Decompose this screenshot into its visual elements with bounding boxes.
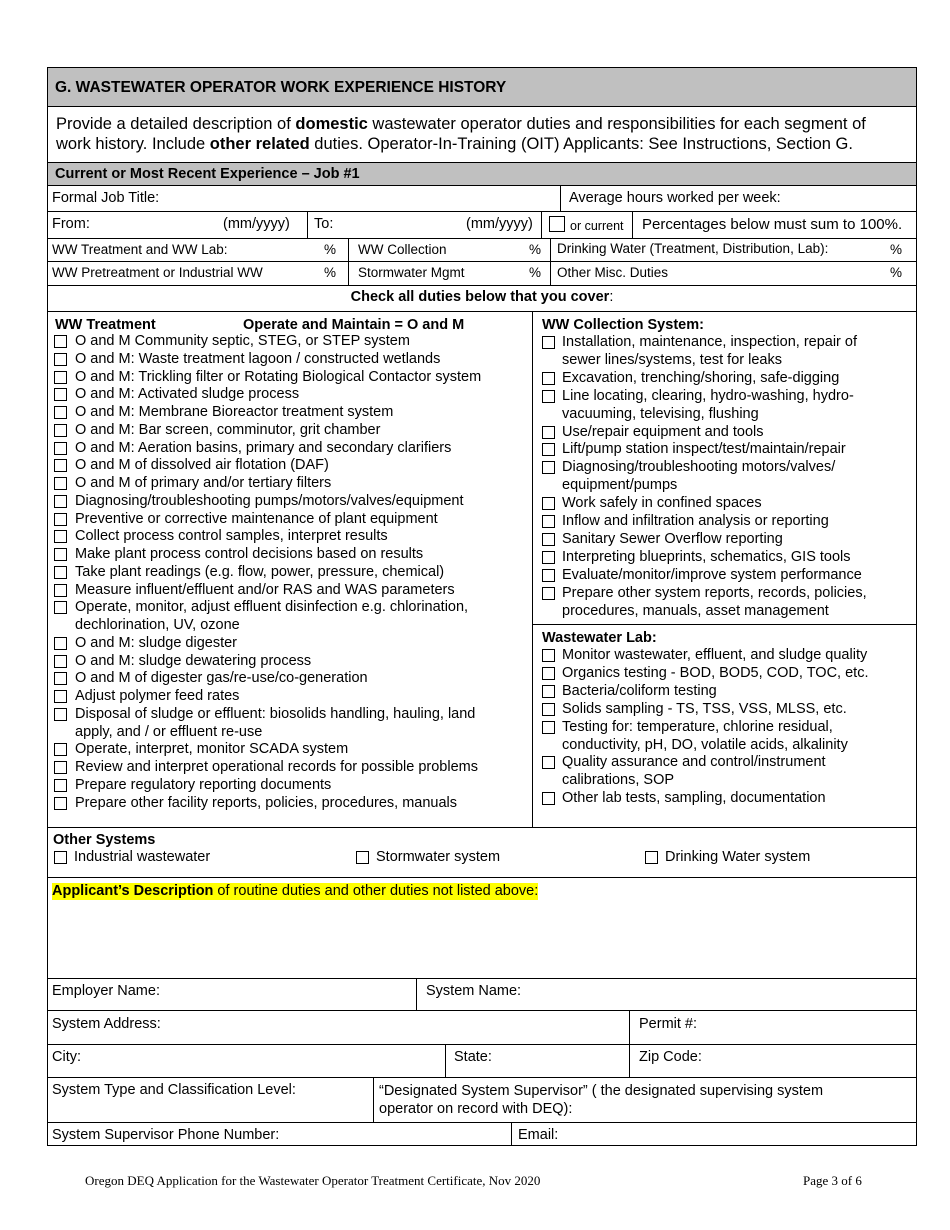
footer-page-number: Page 3 of 6: [803, 1173, 862, 1188]
lab-duty-label: Quality assurance and control/instrument: [562, 754, 826, 771]
or-current-label: or current: [570, 219, 624, 233]
treatment-duty-label: Prepare regulatory reporting documents: [75, 776, 332, 793]
treatment-duty-checkbox[interactable]: [54, 779, 67, 792]
system-address-label: System Address:: [52, 1016, 161, 1032]
job-header: Current or Most Recent Experience – Job #1: [55, 166, 360, 182]
supervisor-phone-label: System Supervisor Phone Number:: [52, 1127, 280, 1143]
treatment-duty-checkbox[interactable]: [54, 513, 67, 526]
treatment-duty-checkbox[interactable]: [54, 761, 67, 774]
treatment-duty-checkbox[interactable]: [54, 495, 67, 508]
collection-duty-label: Line locating, clearing, hydro-washing, hydro-: [562, 387, 854, 404]
lab-duty-label: Monitor wastewater, effluent, and sludge quality: [562, 647, 868, 663]
ww-treatment-subtitle: Operate and Maintain = O and M: [243, 317, 465, 333]
treatment-duty-checkbox[interactable]: [54, 672, 67, 685]
industrial-wastewater-checkbox[interactable]: [54, 851, 67, 864]
treatment-duty-label: O and M: Bar screen, comminutor, grit chamber: [75, 421, 381, 438]
ww-collection-title: WW Collection System:: [542, 317, 704, 333]
collection-duty-checkbox[interactable]: [542, 390, 555, 403]
pct-other-misc-label: Other Misc. Duties: [557, 265, 669, 280]
lab-duty-label-continued: conductivity, pH, DO, volatile acids, alkalinity: [562, 736, 848, 753]
collection-duty-checkbox[interactable]: [542, 497, 555, 510]
collection-duty-checkbox[interactable]: [542, 426, 555, 439]
collection-duty-label-continued: vacuuming, televising, flushing: [562, 405, 759, 422]
collection-duty-checkbox[interactable]: [542, 461, 555, 474]
email-label: Email:: [518, 1127, 559, 1143]
check-all-instruction: Check all duties below that you cover:: [350, 289, 614, 305]
formal-job-title-label: Formal Job Title:: [52, 190, 160, 206]
lab-duty-label-continued: calibrations, SOP: [562, 772, 675, 789]
industrial-wastewater-label: Industrial wastewater: [74, 849, 211, 865]
pct-drinking-water-label: Drinking Water (Treatment, Distribution, Lab):: [557, 241, 829, 256]
collection-duty-label: Prepare other system reports, records, policies,: [562, 584, 867, 601]
treatment-duty-label: Prepare other facility reports, policies, procedures, manuals: [75, 794, 458, 811]
system-type-label: System Type and Classification Level:: [52, 1082, 296, 1098]
treatment-duty-checkbox[interactable]: [54, 601, 67, 614]
treatment-duty-checkbox[interactable]: [54, 477, 67, 490]
treatment-duty-label: O and M: Trickling filter or Rotating Biological Contactor system: [75, 368, 482, 385]
treatment-duty-label: Adjust polymer feed rates: [75, 688, 240, 704]
pct-pretreatment-label: WW Pretreatment or Industrial WW: [52, 265, 263, 280]
pct-symbol: %: [890, 242, 903, 257]
permit-label: Permit #:: [639, 1016, 698, 1032]
lab-duty-checkbox[interactable]: [542, 756, 555, 769]
treatment-duty-label-continued: dechlorination, UV, ozone: [75, 617, 240, 633]
pct-ww-collection-label: WW Collection: [358, 242, 447, 257]
treatment-duty-checkbox[interactable]: [54, 459, 67, 472]
applicant-description-label: Applicant’s Description of routine duties and other duties not listed above:: [52, 883, 539, 899]
pct-symbol: %: [890, 265, 903, 280]
lab-duty-checkbox[interactable]: [542, 667, 555, 680]
lab-duty-checkbox[interactable]: [542, 792, 555, 805]
treatment-duty-label-continued: apply, and / or effluent re-use: [75, 723, 263, 740]
treatment-duty-checkbox[interactable]: [54, 353, 67, 366]
treatment-duty-label: Collect process control samples, interpret results: [75, 528, 388, 545]
lab-duty-checkbox[interactable]: [542, 649, 555, 662]
treatment-duty-label: O and M: sludge dewatering process: [75, 652, 312, 669]
lab-duty-checkbox[interactable]: [542, 703, 555, 716]
lab-duty-checkbox[interactable]: [542, 721, 555, 734]
collection-duty-label: Sanitary Sewer Overflow reporting: [562, 530, 783, 547]
treatment-duty-label: Measure influent/effluent and/or RAS and WAS parameters: [75, 581, 455, 598]
treatment-duty-label: Preventive or corrective maintenance of plant equipment: [75, 510, 438, 527]
treatment-duty-checkbox[interactable]: [54, 548, 67, 561]
avg-hours-label: Average hours worked per week:: [569, 190, 781, 206]
ww-treatment-title: WW Treatment: [55, 317, 156, 333]
treatment-duty-label: Diagnosing/troubleshooting pumps/motors/valves/equipment: [75, 492, 464, 509]
collection-duty-checkbox[interactable]: [542, 443, 555, 456]
collection-duty-label: Interpreting blueprints, schematics, GIS tools: [562, 548, 851, 565]
current-job-checkbox[interactable]: [549, 216, 565, 232]
treatment-duty-label: O and M: sludge digester: [75, 634, 238, 651]
treatment-duty-checkbox[interactable]: [54, 708, 67, 721]
pct-symbol: %: [324, 265, 337, 280]
treatment-duty-label: O and M of primary and/or tertiary filters: [75, 475, 332, 491]
percent-note: Percentages below must sum to 100%.: [642, 216, 903, 233]
treatment-duty-label: O and M Community septic, STEG, or STEP system: [75, 333, 410, 349]
designated-supervisor-label-1: “Designated System Supervisor” ( the designated supervising system: [379, 1083, 824, 1099]
intro-line-1: Provide a detailed description of domestic wastewater operator duties and responsibilities for each segment of: [56, 115, 866, 133]
treatment-duty-checkbox[interactable]: [54, 371, 67, 384]
lab-duty-label: Testing for: temperature, chlorine residual,: [562, 718, 833, 735]
lab-duty-label: Solids sampling - TS, TSS, VSS, MLSS, etc.: [562, 700, 847, 717]
collection-duty-label-continued: equipment/pumps: [562, 477, 678, 494]
state-label: State:: [454, 1049, 492, 1065]
treatment-duty-checkbox[interactable]: [54, 655, 67, 668]
applicant-description-field[interactable]: [48, 903, 916, 978]
treatment-duty-checkbox[interactable]: [54, 530, 67, 543]
treatment-duty-label: Review and interpret operational records for possible problems: [75, 759, 478, 775]
treatment-duty-label: Make plant process control decisions based on results: [75, 546, 424, 562]
drinking-water-system-checkbox[interactable]: [645, 851, 658, 864]
treatment-duty-checkbox[interactable]: [54, 424, 67, 437]
collection-duty-label: Work safely in confined spaces: [562, 495, 762, 512]
to-format: (mm/yyyy): [466, 216, 533, 232]
treatment-duty-label: O and M: Aeration basins, primary and secondary clarifiers: [75, 439, 452, 456]
treatment-duty-checkbox[interactable]: [54, 335, 67, 348]
collection-duty-checkbox[interactable]: [542, 515, 555, 528]
intro-line-2: work history. Include other related duties. Operator-In-Training (OIT) Applicants: See Instructions, Section G.: [56, 135, 853, 153]
lab-duty-label: Other lab tests, sampling, documentation: [562, 790, 826, 807]
treatment-duty-checkbox[interactable]: [54, 566, 67, 579]
other-systems-title: Other Systems: [53, 832, 156, 848]
pct-symbol: %: [324, 242, 337, 257]
work-experience-form: [47, 67, 917, 1146]
footer-document-title: Oregon DEQ Application for the Wastewater Operator Treatment Certificate, Nov 2020: [85, 1173, 541, 1188]
treatment-duty-label: O and M: Waste treatment lagoon / constructed wetlands: [75, 350, 441, 367]
employer-name-label: Employer Name:: [52, 983, 160, 999]
treatment-duty-label: O and M: Activated sludge process: [75, 386, 300, 403]
treatment-duty-label: O and M of dissolved air flotation (DAF): [75, 457, 329, 474]
treatment-duty-label: Take plant readings (e.g. flow, power, pressure, chemical): [75, 563, 445, 580]
collection-duty-checkbox[interactable]: [542, 551, 555, 564]
treatment-duty-checkbox[interactable]: [54, 584, 67, 597]
drinking-water-system-label: Drinking Water system: [665, 849, 811, 865]
stormwater-system-label: Stormwater system: [376, 849, 501, 865]
lab-duty-checkbox[interactable]: [542, 685, 555, 698]
collection-duty-label-continued: procedures, manuals, asset management: [562, 602, 829, 619]
treatment-duty-checkbox[interactable]: [54, 406, 67, 419]
collection-duty-checkbox[interactable]: [542, 569, 555, 582]
treatment-duty-checkbox[interactable]: [54, 388, 67, 401]
collection-duty-checkbox[interactable]: [542, 336, 555, 349]
collection-duty-label: Inflow and infiltration analysis or reporting: [562, 513, 829, 529]
collection-duty-label: Excavation, trenching/shoring, safe-digging: [562, 369, 840, 386]
from-label: From:: [52, 216, 90, 232]
treatment-duty-label: O and M: Membrane Bioreactor treatment system: [75, 404, 394, 420]
collection-duty-checkbox[interactable]: [542, 372, 555, 385]
treatment-duty-checkbox[interactable]: [54, 637, 67, 650]
treatment-duty-label: O and M of digester gas/re-use/co-generation: [75, 670, 368, 687]
collection-duty-label-continued: sewer lines/systems, test for leaks: [562, 351, 782, 368]
pct-stormwater-label: Stormwater Mgmt: [358, 265, 465, 280]
collection-duty-label: Evaluate/monitor/improve system performance: [562, 566, 862, 583]
pct-ww-treatment-label: WW Treatment and WW Lab:: [52, 242, 228, 257]
designated-supervisor-label-2: operator on record with DEQ):: [379, 1101, 573, 1117]
ww-lab-title: Wastewater Lab:: [542, 630, 657, 646]
treatment-duty-label: Operate, interpret, monitor SCADA system: [75, 741, 349, 758]
to-label: To:: [314, 216, 334, 232]
stormwater-system-checkbox[interactable]: [356, 851, 369, 864]
treatment-duty-label: Disposal of sludge or effluent: biosolids handling, hauling, land: [75, 705, 476, 722]
collection-duty-label: Installation, maintenance, inspection, repair of: [562, 334, 858, 350]
lab-duty-label: Bacteria/coliform testing: [562, 682, 717, 699]
section-title: G. WASTEWATER OPERATOR WORK EXPERIENCE HISTORY: [55, 79, 507, 96]
lab-duty-label: Organics testing - BOD, BOD5, COD, TOC, etc.: [562, 664, 869, 681]
collection-duty-label: Lift/pump station inspect/test/maintain/repair: [562, 441, 846, 458]
treatment-duty-checkbox[interactable]: [54, 690, 67, 703]
treatment-duty-checkbox[interactable]: [54, 743, 67, 756]
treatment-duty-label: Operate, monitor, adjust effluent disinfection e.g. chlorination,: [75, 599, 469, 616]
system-name-label: System Name:: [426, 983, 522, 999]
treatment-duty-checkbox[interactable]: [54, 442, 67, 455]
from-format: (mm/yyyy): [223, 216, 290, 232]
pct-symbol: %: [529, 265, 542, 280]
zip-code-label: Zip Code:: [639, 1049, 702, 1065]
city-label: City:: [52, 1049, 81, 1065]
collection-duty-label: Diagnosing/troubleshooting motors/valves/: [562, 459, 836, 476]
treatment-duty-checkbox[interactable]: [54, 797, 67, 810]
collection-duty-checkbox[interactable]: [542, 587, 555, 600]
collection-duty-label: Use/repair equipment and tools: [562, 423, 764, 440]
pct-symbol: %: [529, 242, 542, 257]
collection-duty-checkbox[interactable]: [542, 533, 555, 546]
